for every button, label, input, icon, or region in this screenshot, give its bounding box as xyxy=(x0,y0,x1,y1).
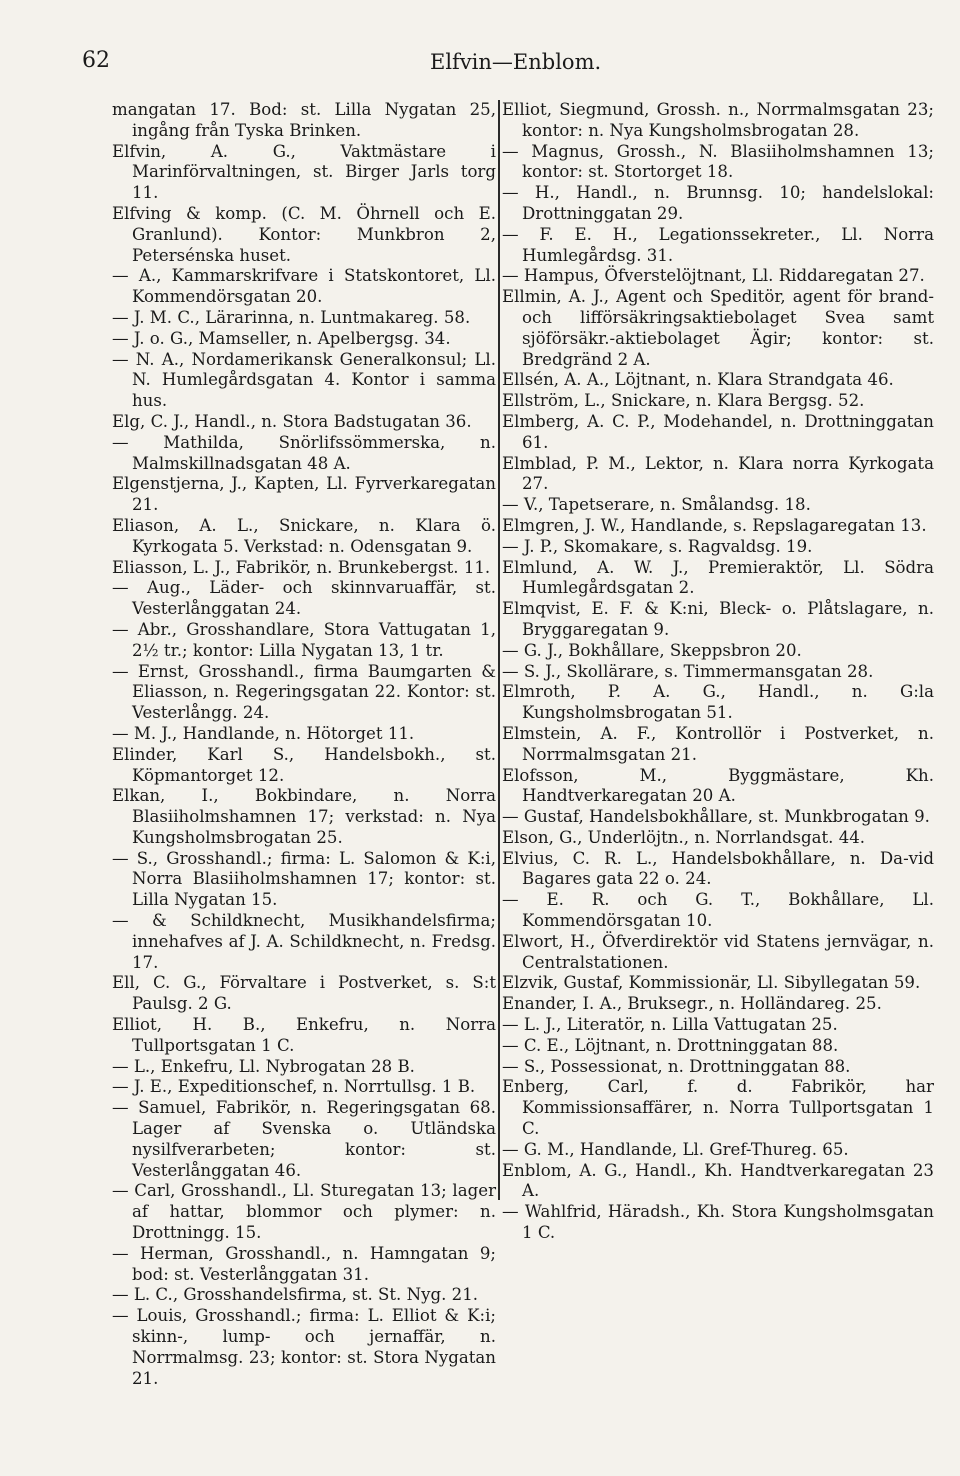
directory-entry: Elliot, Siegmund, Grossh. n., Norrmalmsgatan 23; kontor: n. Nya Kungsholmsbrogatan 28. xyxy=(502,100,934,140)
directory-entry: — Ernst, Grosshandl., firma Baumgarten & Eliasson, n. Regeringsgatan 22. Kontor: st. Vesterlångg. 24. xyxy=(112,661,496,723)
left-column xyxy=(112,100,496,1389)
directory-columns xyxy=(112,100,934,1470)
directory-entry: mangatan 17. Bod: st. Lilla Nygatan 25, ingång från Tyska Brinken. xyxy=(112,100,496,140)
directory-entry: Elinder, Karl S., Handelsbokh., st. Köpmantorget 12. xyxy=(112,744,496,785)
directory-entry: Elmblad, P. M., Lektor, n. Klara norra Kyrkogata 27. xyxy=(502,453,934,494)
directory-entry: — J. P., Skomakare, s. Ragvaldsg. 19. xyxy=(502,536,813,556)
directory-entry: Elmgren, J. W., Handlande, s. Repslagaregatan 13. xyxy=(502,515,927,535)
page-number: 62 xyxy=(82,48,110,73)
directory-entry: — & Schildknecht, Musikhandelsfirma; innehafves af J. A. Schildknecht, n. Fredsg. 17. xyxy=(112,911,496,972)
directory-entry: Elfving & komp. (C. M. Öhrnell och E. Granlund). Kontor: Munkbron 2, Petersénska huset. xyxy=(112,203,496,265)
directory-entry: — L., Enkefru, Ll. Nybrogatan 28 B. xyxy=(112,1056,415,1076)
directory-entry: — G. J., Bokhållare, Skeppsbron 20. xyxy=(502,640,802,660)
directory-entry: — E. R. och G. T., Bokhållare, Ll. Kommendörsgatan 10. xyxy=(502,890,934,931)
directory-entry: Ellmin, A. J., Agent och Speditör, agent för brand- och lifförsäkringsaktiebolaget Svea samt sjöförsäkr.-aktiebolaget Ägir; kontor: st. Bredgränd 2 A. xyxy=(502,287,934,369)
directory-entry: — Wahlfrid, Häradsh., Kh. Stora Kungsholmsgatan 1 C. xyxy=(502,1202,934,1243)
directory-entry: — L. J., Literatör, n. Lilla Vattugatan 25. xyxy=(502,1015,838,1035)
directory-entry: Elliot, H. B., Enkefru, n. Norra Tullportsgatan 1 C. xyxy=(112,1015,496,1055)
directory-entry: — N. A., Nordamerikansk Generalkonsul; Ll. N. Humlegårdsgatan 4. Kontor i samma hus. xyxy=(112,349,496,411)
directory-entry: — S., Grosshandl.; firma: L. Salomon & K:i, Norra Blasiiholmshamnen 17; kontor: st. Lilla Nygatan 15. xyxy=(112,848,496,910)
directory-entry: Elzvik, Gustaf, Kommissionär, Ll. Sibyllegatan 59. xyxy=(502,973,921,993)
directory-entry: Elwort, H., Öfverdirektör vid Statens jernvägar, n. Centralstationen. xyxy=(502,931,934,972)
directory-entry: — Aug., Läder- och skinnvaruaffär, st. Vesterlånggatan 24. xyxy=(112,578,496,619)
directory-entry: Elg, C. J., Handl., n. Stora Badstugatan 36. xyxy=(112,411,472,431)
directory-entry: Eliasson, L. J., Fabrikör, n. Brunkebergst. 11. xyxy=(112,557,491,577)
directory-entry: Enander, I. A., Bruksegr., n. Holländareg. 25. xyxy=(502,994,882,1014)
directory-entry: Elmqvist, E. F. & K:ni, Bleck- o. Plåtslagare, n. Bryggaregatan 9. xyxy=(502,599,934,639)
page-header xyxy=(0,48,960,88)
directory-entry: Elofsson, M., Byggmästare, Kh. Handtverkaregatan 20 A. xyxy=(502,765,934,806)
directory-entry: — L. C., Grosshandelsfirma, st. St. Nyg. 21. xyxy=(112,1285,479,1305)
directory-entry: — G. M., Handlande, Ll. Gref-Thureg. 65. xyxy=(502,1139,849,1159)
directory-entry: Elgenstjerna, J., Kapten, Ll. Fyrverkaregatan 21. xyxy=(112,474,496,515)
directory-entry: — Mathilda, Snörlifssömmerska, n. Malmskillnadsgatan 48 A. xyxy=(112,432,496,473)
directory-entry: Enblom, A. G., Handl., Kh. Handtverkaregatan 23 A. xyxy=(502,1160,934,1201)
directory-entry: — H., Handl., n. Brunnsg. 10; handelslokal: Drottninggatan 29. xyxy=(502,183,934,223)
directory-entry: — Samuel, Fabrikör, n. Regeringsgatan 68. Lager af Svenska o. Utländska nysilfverarbeten; kontor: st. Vesterlånggatan 46. xyxy=(112,1098,496,1180)
directory-entry: Elvius, C. R. L., Handelsbokhållare, n. Da-vid Bagares gata 22 o. 24. xyxy=(502,848,934,889)
directory-entry: Elkan, I., Bokbindare, n. Norra Blasiiholmshamnen 17; verkstad: n. Nya Kungsholmsbrogatan 25. xyxy=(112,786,496,847)
directory-entry: — Magnus, Grossh., N. Blasiiholmshamnen 13; kontor: st. Stortorget 18. xyxy=(502,141,934,182)
directory-entry: Ell, C. G., Förvaltare i Postverket, s. S:t Paulsg. 2 G. xyxy=(112,973,496,1014)
directory-entry: Elmberg, A. C. P., Modehandel, n. Drottninggatan 61. xyxy=(502,411,934,452)
directory-entry: — C. E., Löjtnant, n. Drottninggatan 88. xyxy=(502,1035,839,1055)
directory-entry: — F. E. H., Legationssekreter., Ll. Norra Humlegårdsg. 31. xyxy=(502,224,934,265)
running-head: Elfvin—Enblom. xyxy=(430,50,602,74)
directory-entry: — Herman, Grosshandl., n. Hamngatan 9; bod: st. Vesterlånggatan 31. xyxy=(112,1243,496,1284)
directory-entry: — J. o. G., Mamseller, n. Apelbergsg. 34. xyxy=(112,328,451,348)
directory-entry: — Louis, Grosshandl.; firma: L. Elliot & K:i; skinn-, lump- och jernaffär, n. Norrmalmsg. 23; kontor: st. Stora Nygatan 21. xyxy=(112,1306,496,1388)
directory-entry: — M. J., Handlande, n. Hötorget 11. xyxy=(112,723,415,743)
directory-entry: Ellsén, A. A., Löjtnant, n. Klara Strandgata 46. xyxy=(502,370,894,390)
directory-entry: — S., Possessionat, n. Drottninggatan 88. xyxy=(502,1056,851,1076)
directory-entry: — V., Tapetserare, n. Smålandsg. 18. xyxy=(502,495,811,515)
directory-entry: Elmroth, P. A. G., Handl., n. G:la Kungsholmsbrogatan 51. xyxy=(502,682,934,723)
right-column xyxy=(502,100,934,1244)
directory-entry: Elson, G., Underlöjtn., n. Norrlandsgat. 44. xyxy=(502,827,866,847)
directory-entry: — J. E., Expeditionschef, n. Norrtullsg. 1 B. xyxy=(112,1077,476,1097)
directory-entry: Elmlund, A. W. J., Premieraktör, Ll. Södra Humlegårdsgatan 2. xyxy=(502,557,934,598)
directory-entry: Eliason, A. L., Snickare, n. Klara ö. Kyrkogata 5. Verkstad: n. Odensgatan 9. xyxy=(112,515,496,556)
directory-entry: — Abr., Grosshandlare, Stora Vattugatan 1, 2½ tr.; kontor: Lilla Nygatan 13, 1 tr. xyxy=(112,619,496,660)
directory-entry: — S. J., Skollärare, s. Timmermansgatan 28. xyxy=(502,661,874,681)
directory-entry: Elmstein, A. F., Kontrollör i Postverket, n. Norrmalmsgatan 21. xyxy=(502,723,934,764)
directory-entry: Elfvin, A. G., Vaktmästare i Marinförvaltningen, st. Birger Jarls torg 11. xyxy=(112,141,496,203)
directory-entry: Ellström, L., Snickare, n. Klara Bergsg. 52. xyxy=(502,391,865,411)
column-rule xyxy=(498,100,500,1200)
directory-entry: — Hampus, Öfverstelöjtnant, Ll. Riddaregatan 27. xyxy=(502,266,925,286)
directory-entry: — A., Kammarskrifvare i Statskontoret, Ll. Kommendörsgatan 20. xyxy=(112,266,496,307)
directory-entry: Enberg, Carl, f. d. Fabrikör, har Kommissionsaffärer, n. Norra Tullportsgatan 1 C. xyxy=(502,1077,934,1139)
directory-entry: — Carl, Grosshandl., Ll. Sturegatan 13; lager af hattar, blommor och plymer: n. Drottningg. 15. xyxy=(112,1181,496,1243)
directory-entry: — Gustaf, Handelsbokhållare, st. Munkbrogatan 9. xyxy=(502,807,930,827)
directory-entry: — J. M. C., Lärarinna, n. Luntmakareg. 58. xyxy=(112,307,471,327)
